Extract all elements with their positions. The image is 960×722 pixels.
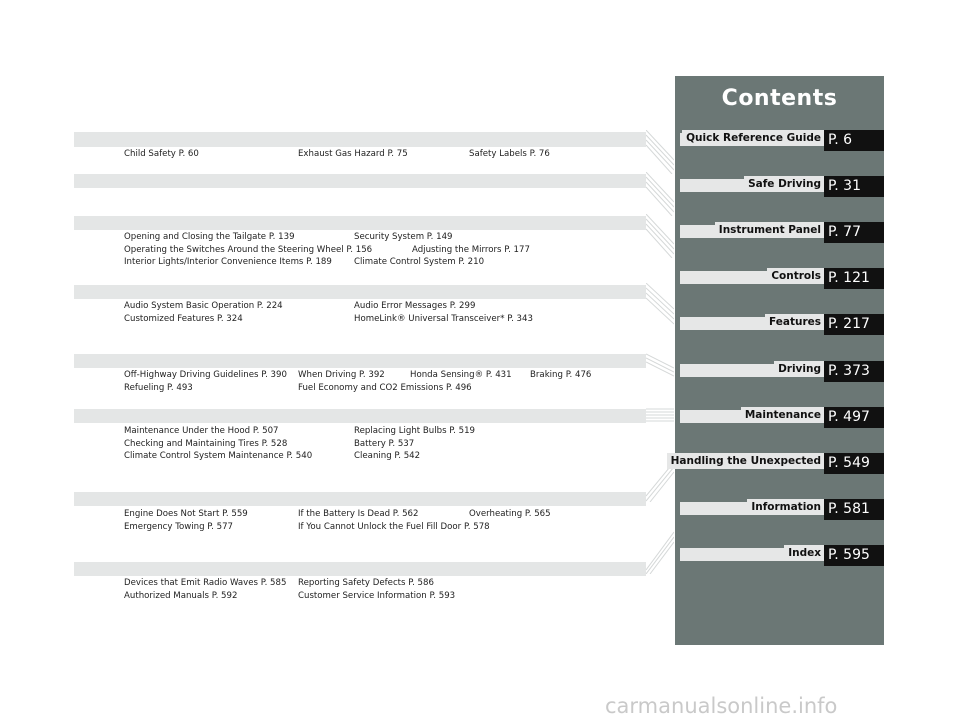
tab-label: Features [765,314,824,330]
toc-entry[interactable]: When Driving P. 392 [298,370,385,380]
toc-entry[interactable]: Replacing Light Bulbs P. 519 [354,426,476,436]
section-band-information [74,562,646,576]
controls-entries [124,231,644,269]
connector-stripes-4 [646,283,674,327]
section-band-driving [74,409,646,423]
toc-entry[interactable]: Opening and Closing the Tailgate P. 139 [124,232,295,242]
tab-maintenance[interactable] [680,407,884,428]
tab-label: Safe Driving [744,176,824,192]
maintenance-entries [124,425,644,463]
tab-page-number: P. 217 [824,314,884,335]
tab-page-number: P. 6 [824,130,884,151]
tab-page-number: P. 549 [824,453,884,474]
toc-entry[interactable]: Customer Service Information P. 593 [298,590,456,601]
toc-entry[interactable]: Fuel Economy and CO2 Emissions P. 496 [298,382,472,393]
tab-page-number: P. 373 [824,361,884,382]
unexpected-entries [124,508,644,533]
toc-entry[interactable]: If You Cannot Unlock the Fuel Fill Door P. 578 [298,521,490,532]
tab-quick-reference-guide[interactable] [680,130,884,151]
section-band-maintenance [74,492,646,506]
toc-entry[interactable]: Checking and Maintaining Tires P. 528 [124,438,288,449]
tab-information[interactable] [680,499,884,520]
toc-entry[interactable]: HomeLink® Universal Transceiver* P. 343 [354,313,533,324]
tab-label: Controls [767,268,824,284]
toc-entry[interactable]: Climate Control System P. 210 [354,257,485,267]
toc-entry[interactable]: Emergency Towing P. 577 [124,521,234,532]
toc-entry[interactable]: Refueling P. 493 [124,382,193,393]
toc-entry[interactable]: Audio Error Messages P. 299 [354,301,476,311]
tab-safe-driving[interactable] [680,176,884,197]
toc-entry[interactable]: Devices that Emit Radio Waves P. 585 [124,578,287,588]
toc-entry[interactable]: Cleaning P. 542 [354,451,421,461]
tab-index[interactable] [680,545,884,566]
tab-page-number: P. 595 [824,545,884,566]
section-band-controls [74,285,646,299]
toc-entry[interactable]: Exhaust Gas Hazard P. 75 [298,149,408,159]
tab-driving[interactable] [680,361,884,382]
tab-page-number: P. 121 [824,268,884,289]
connector-stripes-8 [646,530,674,574]
toc-entry[interactable]: Child Safety P. 60 [124,149,199,159]
toc-entry[interactable]: Adjusting the Mirrors P. 177 [412,244,530,255]
toc-entry[interactable]: Reporting Safety Defects P. 586 [298,578,434,588]
tab-handling-the-unexpected[interactable] [670,453,884,474]
tab-page-number: P. 581 [824,499,884,520]
features-entries [124,300,644,325]
tab-controls[interactable] [680,268,884,289]
toc-entry[interactable]: Battery P. 537 [354,438,415,449]
toc-entry[interactable]: Honda Sensing® P. 431 [410,370,512,380]
toc-entry[interactable]: Engine Does Not Start P. 559 [124,509,248,519]
contents-panel [670,76,884,645]
connector-stripes-6 [646,404,674,448]
tab-features[interactable] [680,314,884,335]
toc-entry[interactable]: Maintenance Under the Hood P. 507 [124,426,279,436]
section-band-safe-driving-underline [74,146,646,147]
toc-entry[interactable]: Overheating P. 565 [469,509,551,519]
information-entries [124,577,644,602]
tab-label: Instrument Panel [715,222,824,238]
connector-stripes-2 [646,172,674,216]
tab-page-number: P. 31 [824,176,884,197]
tab-label: Index [784,545,824,561]
safe-driving-entries [124,148,644,161]
driving-entries [124,369,644,394]
section-band-quick-reference [74,132,646,146]
tab-label: Quick Reference Guide [682,130,824,146]
tab-instrument-panel[interactable] [680,222,884,243]
tab-page-number: P. 497 [824,407,884,428]
toc-entry[interactable]: Authorized Manuals P. 592 [124,590,238,601]
connector-stripes-5 [646,352,674,396]
tab-label: Driving [774,361,824,377]
toc-entry[interactable]: Operating the Switches Around the Steering Wheel P. 156 [124,244,373,255]
tab-label: Handling the Unexpected [667,453,824,469]
tab-label: Maintenance [741,407,824,423]
section-band-instrument-panel [74,216,646,230]
toc-entry[interactable]: Customized Features P. 324 [124,313,243,324]
section-band-features [74,354,646,368]
toc-entry[interactable]: Braking P. 476 [530,370,592,380]
toc-entry[interactable]: Off-Highway Driving Guidelines P. 390 [124,370,287,380]
toc-entry[interactable]: Security System P. 149 [354,232,453,242]
connector-stripes-3 [646,214,674,258]
toc-entry[interactable]: Safety Labels P. 76 [469,149,550,159]
toc-entry[interactable]: Audio System Basic Operation P. 224 [124,301,283,311]
watermark: carmanualsonline.info [605,694,838,718]
section-band-safe-driving [74,174,646,188]
connector-stripes-1 [646,130,674,174]
tab-page-number: P. 77 [824,222,884,243]
tab-label: Information [747,499,824,515]
toc-entry[interactable]: If the Battery Is Dead P. 562 [298,509,419,519]
contents-title: Contents [721,86,838,111]
toc-entry[interactable]: Interior Lights/Interior Convenience Items P. 189 [124,257,332,267]
toc-entry[interactable]: Climate Control System Maintenance P. 540 [124,451,313,461]
